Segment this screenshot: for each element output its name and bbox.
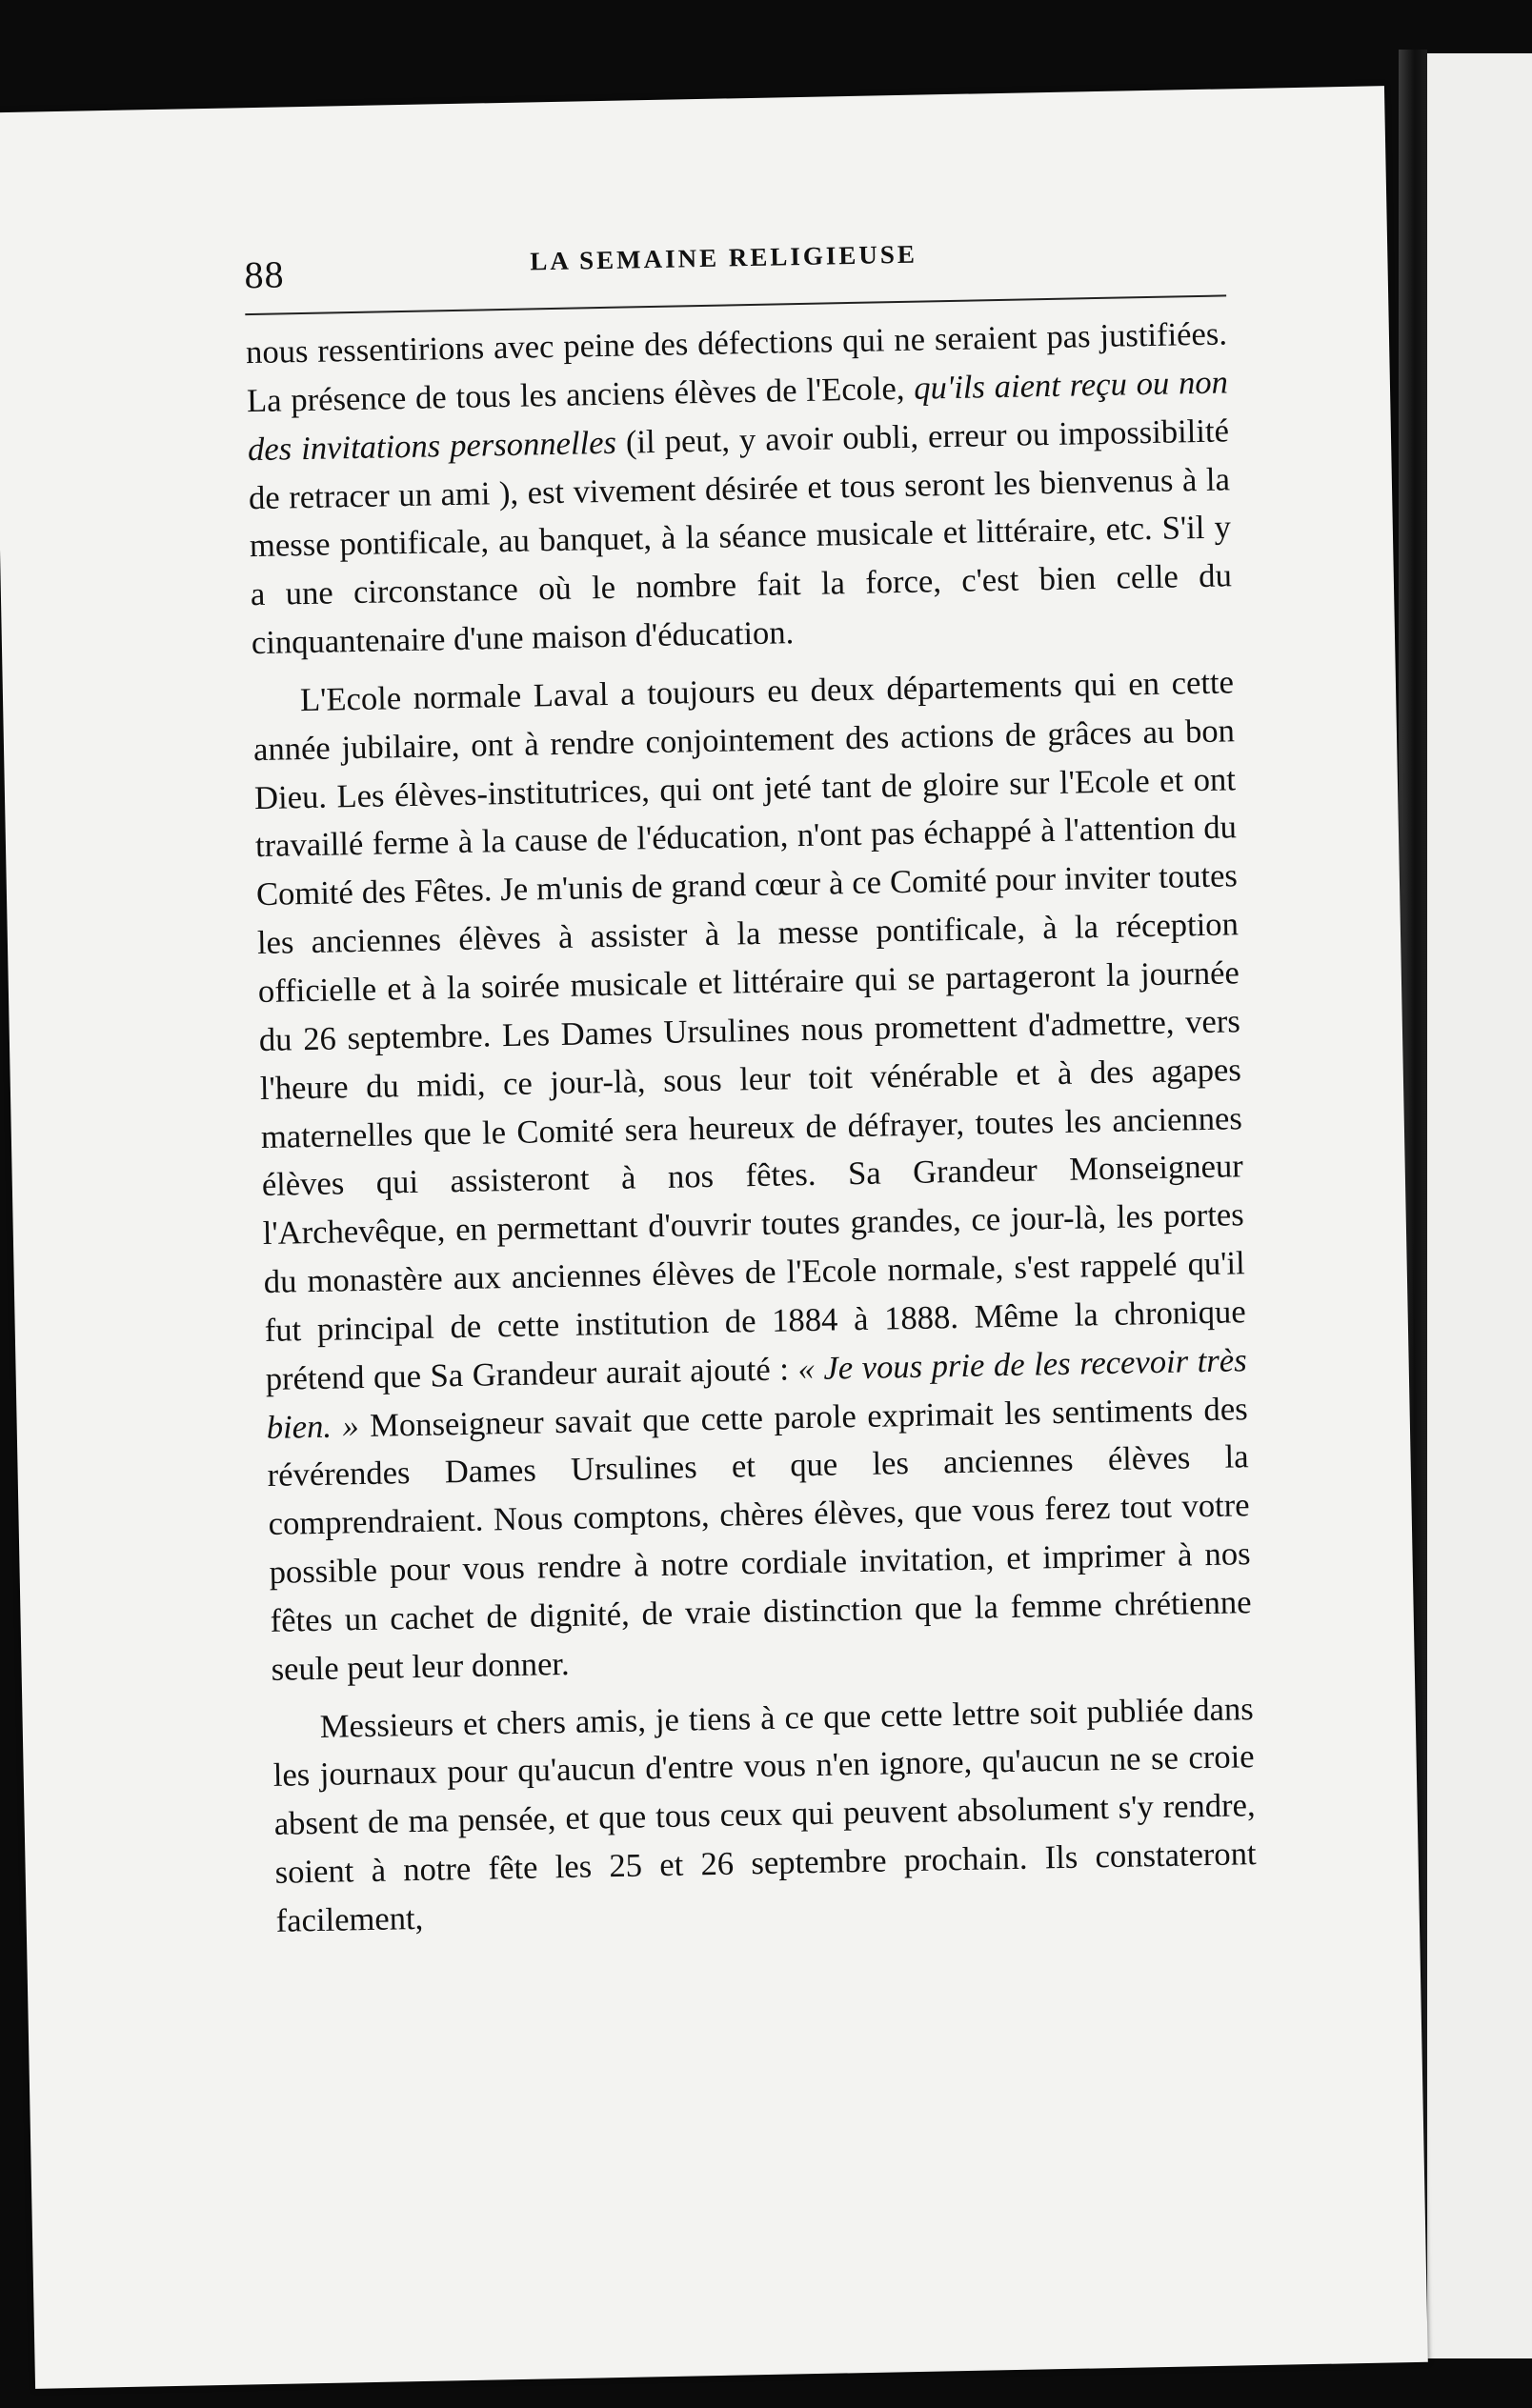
paragraph-3-text-1: Messieurs et chers amis, je tiens à ce que cette lettre soit publiée dans les journaux pour qu'aucun d'entre vous n'en ignore, qu'aucun ne se croie absent de ma pensée, et que tous ceux qui peuvent absolument s'y rendre, soient à notre fête les 25 et 26 septembre prochain. Ils constateront facilement,	[272, 1690, 1257, 1939]
paragraph-1-text-1: nous ressentirions avec peine des défections qui ne seraient pas justifiées. La présence de tous les anciens élèves de l'Ecole,	[245, 315, 1228, 420]
paragraph-1-italic-invitations: qu'ils aient reçu ou non des invitations personnelles	[247, 364, 1229, 468]
paragraph-2-italic-quote: « Je vous prie de les recevoir très bien. »	[266, 1341, 1247, 1446]
body-text	[246, 310, 1258, 1945]
paragraph-2-text-2: Monseigneur savait que cette parole exprimait les sentiments des révérendes Dames Ursulines et que les anciennes élèves la comprendraient. Nous comptons, chères élèves, que vous ferez tout votre possible pour vous rendre à notre cordiale invitation, et imprimer à nos fêtes un cachet de dignité, de vraie distinction que la femme chrétienne seule peut leur donner.	[267, 1390, 1252, 1688]
book-page	[0, 86, 1428, 2389]
paragraph-1	[246, 310, 1234, 668]
paragraph-2	[252, 658, 1253, 1694]
running-head: LA SEMAINE RELIGIEUSE	[530, 239, 918, 276]
paragraph-3	[272, 1685, 1258, 1946]
paragraph-1-text-2: (il peut, y avoir oubli, erreur ou impossibilité de retracer un ami ), est vivement désirée et tous seront les bienvenus à la messe pontificale, au banquet, à la séance musicale et littéraire, etc. S'il y a une circonstance où le nombre fait la force, c'est bien celle du cinquantenaire d'une maison d'éducation.	[248, 412, 1233, 662]
page-number: 88	[244, 252, 285, 297]
facing-page-edge	[1427, 53, 1532, 2358]
paragraph-2-text-1: L'Ecole normale Laval a toujours eu deux départements qui en cette année jubilaire, ont à rendre conjointement des actions de grâces au bon Dieu. Les élèves-institutrices, qui ont jeté tant de gloire sur l'Ecole et ont travaillé ferme à la cause de l'éducation, n'ont pas échappé à l'attention du Comité des Fêtes. Je m'unis de grand cœur à ce Comité pour inviter toutes les anciennes élèves à assister à la messe pontificale, à la réception officielle et à la soirée musicale et littéraire qui se partageront la journée du 26 septembre. Les Dames Ursulines nous promettent d'admettre, vers l'heure du midi, ce jour-là, sous leur toit vénérable et à des agapes maternelles que le Comité sera heureux de défrayer, toutes les anciennes élèves qui assisteront à nos fêtes. Sa Grandeur Monseigneur l'Archevêque, en permettant d'ouvrir toutes grandes, ce jour-là, les portes du monastère aux anciennes élèves de l'Ecole normale, s'est rappelé qu'il fut principal de cette institution de 1884 à 1888. Même la chronique prétend que Sa Grandeur aurait ajouté :	[252, 664, 1246, 1397]
page-header	[244, 228, 1226, 304]
